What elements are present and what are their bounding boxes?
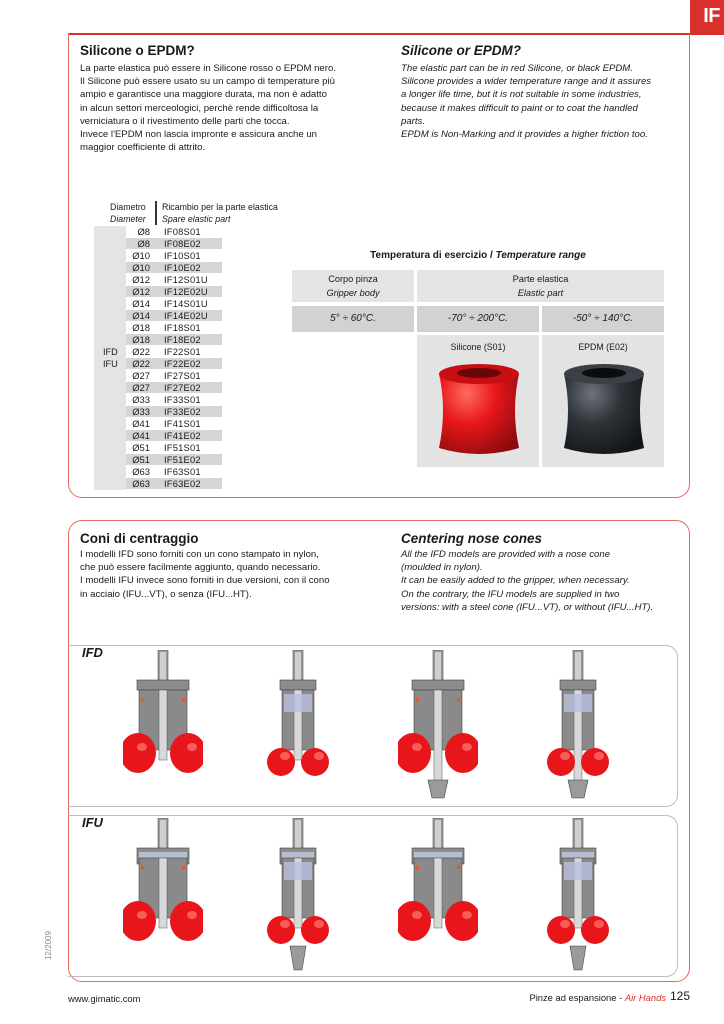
section-tag bbox=[690, 0, 724, 34]
spare-code: IF08E02 bbox=[164, 238, 201, 249]
spare-head-part bbox=[162, 201, 278, 225]
text-line: verniciatura o il rivestimento delle parti che tocca. bbox=[80, 115, 290, 127]
text-line: I modelli IFU invece sono forniti in due versioni, con il cono bbox=[80, 575, 330, 587]
text-line: All the IFD models are provided with a nose cone bbox=[401, 549, 611, 560]
spare-row bbox=[126, 334, 222, 346]
ifu-cutaway-3 bbox=[398, 818, 478, 974]
ifd-row-label: IFD bbox=[82, 645, 103, 660]
spare-code: IF08S01 bbox=[164, 226, 201, 237]
text-line: The elastic part can be in red Silicone, or black EPDM. bbox=[401, 63, 633, 74]
spare-diameter: Ø12 bbox=[132, 274, 150, 285]
spare-head-divider bbox=[155, 201, 157, 225]
spare-code: IF41E02 bbox=[164, 430, 201, 441]
ifd-cutaway-2 bbox=[258, 650, 338, 806]
footer-section bbox=[529, 992, 666, 1003]
text-line: a longer life time, but it is not suitable in some industries, bbox=[401, 89, 642, 101]
spare-code: IF33E02 bbox=[164, 406, 201, 417]
spare-diameter: Ø18 bbox=[132, 322, 150, 333]
spare-row bbox=[126, 418, 222, 430]
spare-row bbox=[126, 430, 222, 442]
section-tag-label: IF bbox=[703, 5, 720, 27]
spare-code: IF63S01 bbox=[164, 466, 201, 477]
spare-diameter: Ø14 bbox=[132, 298, 150, 309]
ifu-row-label: IFU bbox=[82, 815, 103, 830]
spare-row bbox=[126, 406, 222, 418]
spare-code: IF14E02U bbox=[164, 310, 208, 321]
spare-row bbox=[126, 310, 222, 322]
text-line: La parte elastica può essere in Silicone rosso o EPDM nero. bbox=[80, 63, 336, 74]
silicone-title-it: Silicone o EPDM? bbox=[80, 43, 195, 58]
spare-diameter: Ø22 bbox=[132, 358, 150, 369]
silicone-part-image bbox=[425, 356, 533, 464]
spare-code: IF41S01 bbox=[164, 418, 201, 429]
text-line: in acciaio (IFU...VT), o senza (IFU...HT). bbox=[80, 588, 252, 600]
ifu-cutaway-2 bbox=[258, 818, 338, 974]
col-body-header bbox=[292, 270, 414, 302]
spare-label-it: Ricambio per la parte elastica bbox=[162, 202, 278, 212]
text-line: versions: with a steel cone (IFU...VT), or without (IFU...HT). bbox=[401, 601, 654, 613]
spare-row bbox=[126, 262, 222, 274]
text-line: (moulded in nylon). bbox=[401, 562, 483, 574]
spare-code: IF18E02 bbox=[164, 334, 201, 345]
spare-row bbox=[126, 382, 222, 394]
body-range: 5° ÷ 60°C. bbox=[292, 306, 414, 332]
spare-code: IF27E02 bbox=[164, 382, 201, 393]
silicone-title-en: Silicone or EPDM? bbox=[401, 43, 522, 58]
centering-title-en: Centering nose cones bbox=[401, 531, 543, 546]
spare-row bbox=[126, 358, 222, 370]
spare-rows bbox=[126, 226, 222, 490]
text-line: I modelli IFD sono forniti con un cono stampato in nylon, bbox=[80, 549, 319, 560]
epdm-part-image bbox=[550, 356, 658, 464]
spare-row bbox=[126, 394, 222, 406]
spare-diameter: Ø51 bbox=[132, 454, 150, 465]
print-date: 12/2009 bbox=[44, 931, 53, 960]
centering-text-it bbox=[80, 548, 330, 601]
text-line: Invece l'EPDM non lascia impronte e assicura anche un bbox=[80, 129, 318, 141]
spare-row bbox=[126, 346, 222, 358]
footer-section-it: Pinze ad espansione - bbox=[529, 992, 623, 1003]
spare-code: IF33S01 bbox=[164, 394, 201, 405]
spare-code: IF12E02U bbox=[164, 286, 208, 297]
silicone-label: Silicone (S01) bbox=[450, 342, 506, 352]
text-line: On the contrary, the IFU models are supplied in two bbox=[401, 588, 620, 600]
spare-code: IF63E02 bbox=[164, 478, 201, 489]
spare-row bbox=[126, 466, 222, 478]
spare-diameter: Ø8 bbox=[137, 238, 150, 249]
spare-code: IF22E02 bbox=[164, 358, 201, 369]
ifd-cutaway-3 bbox=[398, 650, 478, 806]
text-line: ampio e garantisce una maggiore durata, ma non è adatto bbox=[80, 89, 327, 101]
spare-diameter: Ø10 bbox=[132, 262, 150, 273]
spare-code: IF14S01U bbox=[164, 298, 208, 309]
col-body-it: Corpo pinza bbox=[328, 274, 378, 284]
model-ifd: IFD bbox=[103, 347, 118, 357]
epdm-range: -50° ÷ 140°C. bbox=[542, 306, 664, 332]
diameter-label-it: Diametro bbox=[110, 202, 146, 212]
spare-label-en: Spare elastic part bbox=[162, 214, 231, 224]
spare-diameter: Ø63 bbox=[132, 478, 150, 489]
spare-diameter: Ø12 bbox=[132, 286, 150, 297]
temp-title-it: Temperatura di esercizio / bbox=[370, 250, 493, 261]
model-column bbox=[94, 226, 126, 490]
epdm-label: EPDM (E02) bbox=[578, 342, 628, 352]
spare-diameter: Ø41 bbox=[132, 430, 150, 441]
spare-diameter: Ø18 bbox=[132, 334, 150, 345]
col-body-en: Gripper body bbox=[326, 288, 380, 298]
spare-code: IF51S01 bbox=[164, 442, 201, 453]
spare-diameter: Ø33 bbox=[132, 394, 150, 405]
text-line: EPDM is Non-Marking and it provides a higher friction too. bbox=[401, 129, 648, 141]
spare-code: IF10E02 bbox=[164, 262, 201, 273]
text-line: Silicone provides a wider temperature range and it assures bbox=[401, 76, 652, 88]
footer-website: www.gimatic.com bbox=[68, 993, 141, 1004]
spare-row bbox=[126, 298, 222, 310]
silicone-text-en bbox=[401, 62, 651, 141]
spare-diameter: Ø14 bbox=[132, 310, 150, 321]
footer-section-en: Air Hands bbox=[624, 992, 666, 1003]
spare-code: IF12S01U bbox=[164, 274, 208, 285]
spare-diameter: Ø41 bbox=[132, 418, 150, 429]
spare-row bbox=[126, 322, 222, 334]
spare-diameter: Ø63 bbox=[132, 466, 150, 477]
col-elastic-it: Parte elastica bbox=[512, 274, 569, 284]
ifd-cutaway-4 bbox=[538, 650, 618, 806]
col-elastic-en: Elastic part bbox=[517, 288, 564, 298]
spare-code: IF27S01 bbox=[164, 370, 201, 381]
spare-row bbox=[126, 370, 222, 382]
spare-row bbox=[126, 250, 222, 262]
ifd-cutaway-1 bbox=[123, 650, 203, 806]
spare-diameter: Ø33 bbox=[132, 406, 150, 417]
ifu-cutaway-4 bbox=[538, 818, 618, 974]
spare-row bbox=[126, 226, 222, 238]
text-line: Il Silicone può essere usato su un campo di temperature più bbox=[80, 76, 335, 88]
spare-diameter: Ø22 bbox=[132, 346, 150, 357]
text-line: in alcun settori merceologici, perchè rende difficoltosa la bbox=[80, 102, 319, 114]
text-line: parts. bbox=[401, 115, 425, 127]
model-ifu: IFU bbox=[103, 359, 118, 369]
spare-code: IF51E02 bbox=[164, 454, 201, 465]
spare-diameter: Ø27 bbox=[132, 370, 150, 381]
page-number: 125 bbox=[669, 989, 690, 1003]
spare-diameter: Ø51 bbox=[132, 442, 150, 453]
text-line: because it makes difficult to paint or to coat the handled bbox=[401, 102, 638, 114]
spare-code: IF10S01 bbox=[164, 250, 201, 261]
diameter-label-en: Diameter bbox=[110, 214, 146, 224]
spare-code: IF18S01 bbox=[164, 322, 201, 333]
centering-text-en bbox=[401, 548, 653, 614]
spare-row bbox=[126, 454, 222, 466]
spare-code: IF22S01 bbox=[164, 346, 201, 357]
spare-row bbox=[126, 238, 222, 250]
spare-row bbox=[126, 478, 222, 490]
temp-title-en: Temperature range bbox=[495, 250, 586, 261]
centering-title-it: Coni di centraggio bbox=[80, 531, 199, 546]
text-line: che può essere facilmente aggiunto, quando necessario. bbox=[80, 562, 321, 574]
spare-row bbox=[126, 286, 222, 298]
silicone-text-it bbox=[80, 62, 336, 154]
spare-diameter: Ø10 bbox=[132, 250, 150, 261]
ifu-cutaway-1 bbox=[123, 818, 203, 974]
text-line: maggior coefficiente di attrito. bbox=[80, 142, 206, 154]
spare-row bbox=[126, 274, 222, 286]
text-line: It can be easily added to the gripper, when necessary. bbox=[401, 575, 630, 587]
col-elastic-header bbox=[417, 270, 664, 302]
spare-diameter: Ø27 bbox=[132, 382, 150, 393]
spare-diameter: Ø8 bbox=[137, 226, 150, 237]
spare-head-diameter bbox=[110, 201, 146, 225]
spare-row bbox=[126, 442, 222, 454]
temp-title bbox=[292, 250, 664, 261]
silicone-range: -70° ÷ 200°C. bbox=[417, 306, 539, 332]
